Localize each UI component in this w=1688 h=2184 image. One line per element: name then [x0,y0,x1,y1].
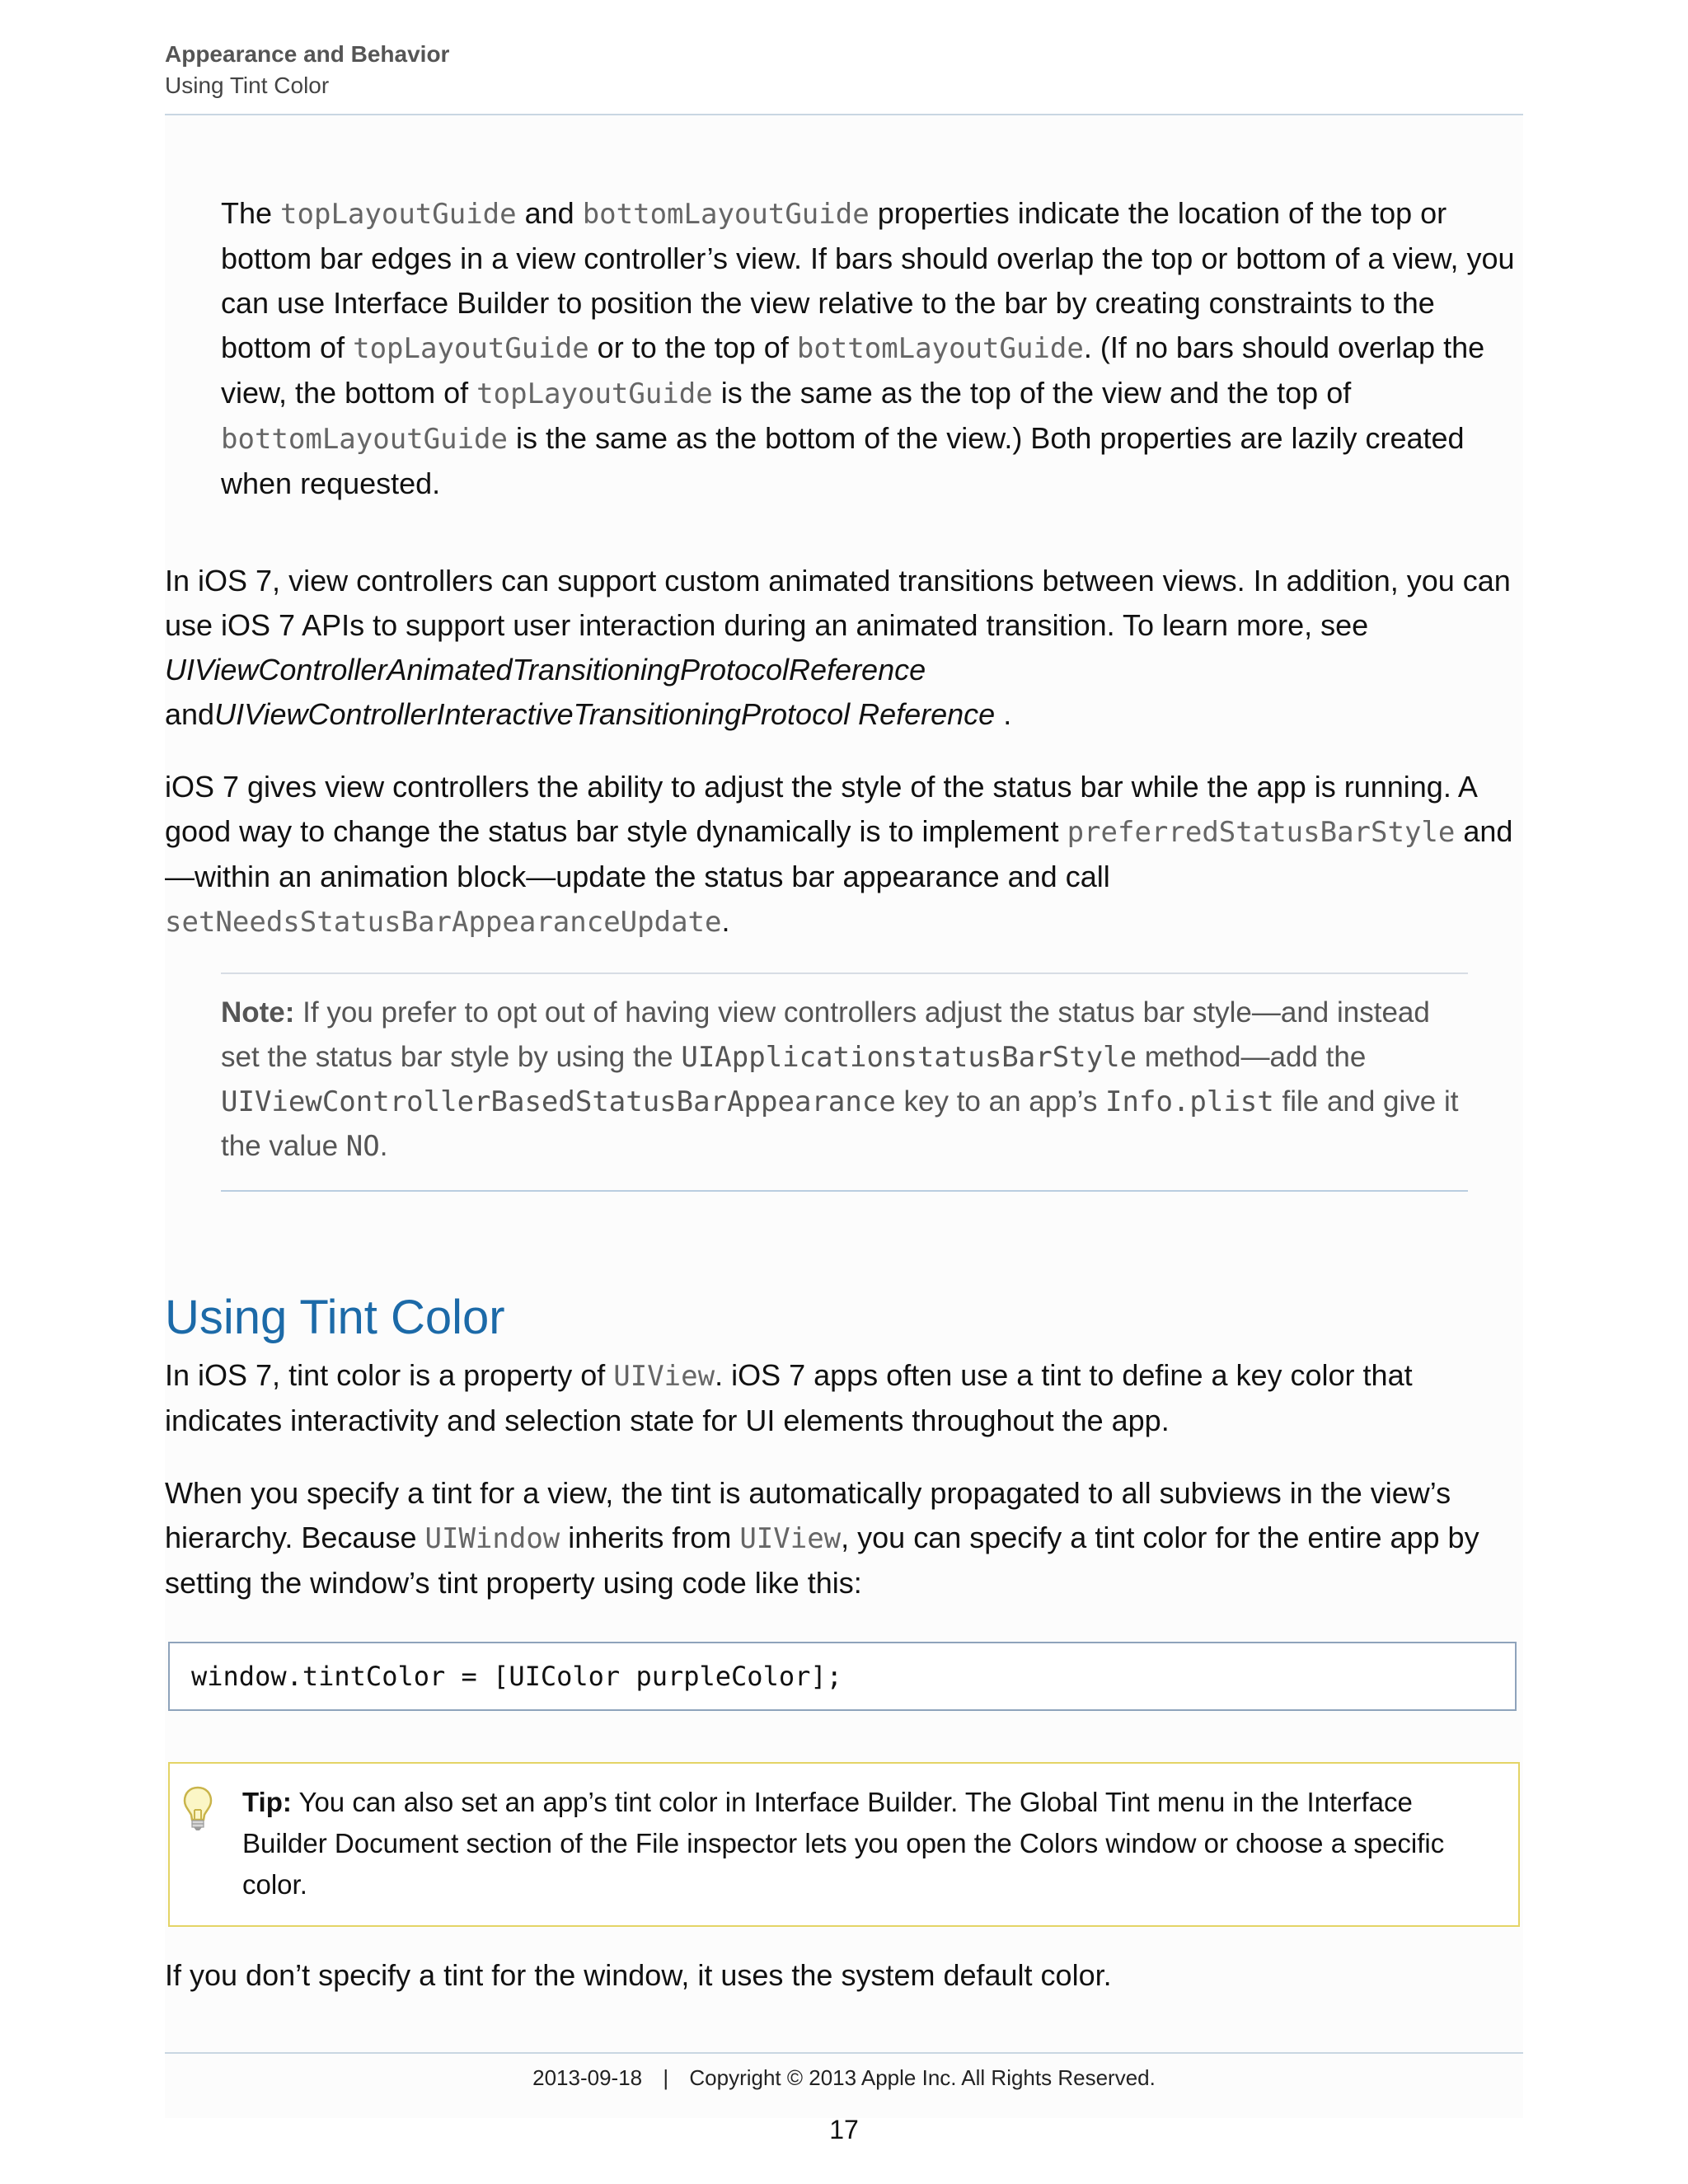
header-subsection-title: Using Tint Color [165,73,330,98]
inline-code: UIWindow [424,1522,560,1555]
main-content [165,191,1523,1998]
tip-text: Tip: You can also set an app’s tint color in Interface Builder. The Global Tint menu in the Interface Builder Document section of the File inspector lets you open the Colors window or choose a specific color. [242,1787,1445,1900]
inline-code: topLayoutGuide [476,377,713,410]
doc-reference-link[interactable]: UIViewControllerAnimatedTransitioningProtocolReference [165,653,926,687]
transitions-paragraph: In iOS 7, view controllers can support custom animated transitions between views. In addition, you can use iOS 7 APIs to support user interaction during an animated transition. To learn more, see UIViewControllerAnimatedTransitioningProtocolReference andUIViewControllerInteractiveTransitioningProtocol Reference . [165,564,1511,731]
page-header [165,40,1523,102]
inline-code: Info.plist [1105,1085,1274,1118]
inline-code: UIApplicationstatusBarStyle [681,1041,1137,1074]
code-sample-text: window.tintColor = [UIColor purpleColor]; [191,1661,842,1692]
footer-copyright: Copyright © 2013 Apple Inc. All Rights Reserved. [689,2065,1156,2090]
tip-callout [168,1762,1520,1927]
header-section-title: Appearance and Behavior [165,41,450,67]
inline-code: UIView [613,1360,715,1393]
layout-guide-paragraph: The topLayoutGuide and bottomLayoutGuide properties indicate the location of the top or bottom bar edges in a view controller’s view. If bars should overlap the top or bottom of a view, you can use Interface Builder to position the view relative to the bar by creating constraints to the bottom of topLayoutGuide or to the top of bottomLayoutGuide. (If no bars should overlap the view, the bottom of topLayoutGuide is the same as the top of the view and the top of bottomLayoutGuide is the same as the bottom of the view.) Both properties are lazily created when requested. [221,196,1515,500]
note-label: Note: [221,996,295,1029]
section-heading: Using Tint Color [165,1291,505,1344]
default-color-paragraph: If you don’t specify a tint for the window, it uses the system default color. [165,1958,1112,1992]
header-divider [165,114,1523,115]
footer-separator: | [663,2065,669,2090]
doc-reference-link[interactable]: UIViewControllerInteractiveTransitioningProtocol Reference [214,697,996,731]
inline-code: setNeedsStatusBarAppearanceUpdate [165,906,722,939]
footer-date: 2013-09-18 [532,2065,643,2090]
note-callout: Note: If you prefer to opt out of having view controllers adjust the status bar style—and instead set the status bar style by using the UIApplicationstatusBarStyle method—add the UIViewControllerBasedStatusBarAppearance key to an app’s Info.plist file and give it the value NO. [221,972,1468,1192]
inline-code: bottomLayoutGuide [796,332,1084,365]
inline-code: preferredStatusBarStyle [1067,816,1456,849]
page-number: 17 [829,2115,859,2144]
tint-propagation-paragraph: When you specify a tint for a view, the tint is automatically propagated to all subviews in the view’s hierarchy. Because UIWindow inherits from UIView, you can specify a tint color for the entire app by setting the window’s tint property using code like this: [165,1476,1479,1600]
tip-label: Tip: [242,1787,292,1817]
tint-intro-paragraph: In iOS 7, tint color is a property of UIView. iOS 7 apps often use a tint to define a key color that indicates interactivity and selection state for UI elements throughout the app. [165,1358,1413,1437]
status-bar-paragraph: iOS 7 gives view controllers the ability to adjust the style of the status bar while the app is running. A good way to change the status bar style dynamically is to implement preferredStatusBarStyle and—within an animation block—update the status bar appearance and call setNeedsStatusBarAppearanceUpdate. [165,770,1513,939]
inline-code: topLayoutGuide [353,332,589,365]
code-sample-block [168,1642,1517,1711]
inline-code: bottomLayoutGuide [221,423,508,456]
lightbulb-icon [181,1782,224,1905]
footer-divider [165,2052,1523,2054]
inline-code: UIView [739,1522,842,1555]
inline-code: topLayoutGuide [280,198,517,231]
inline-code: bottomLayoutGuide [582,198,870,231]
page-footer [165,2065,1523,2091]
inline-code: UIViewControllerBasedStatusBarAppearance [221,1085,896,1118]
inline-code: NO [345,1130,380,1163]
